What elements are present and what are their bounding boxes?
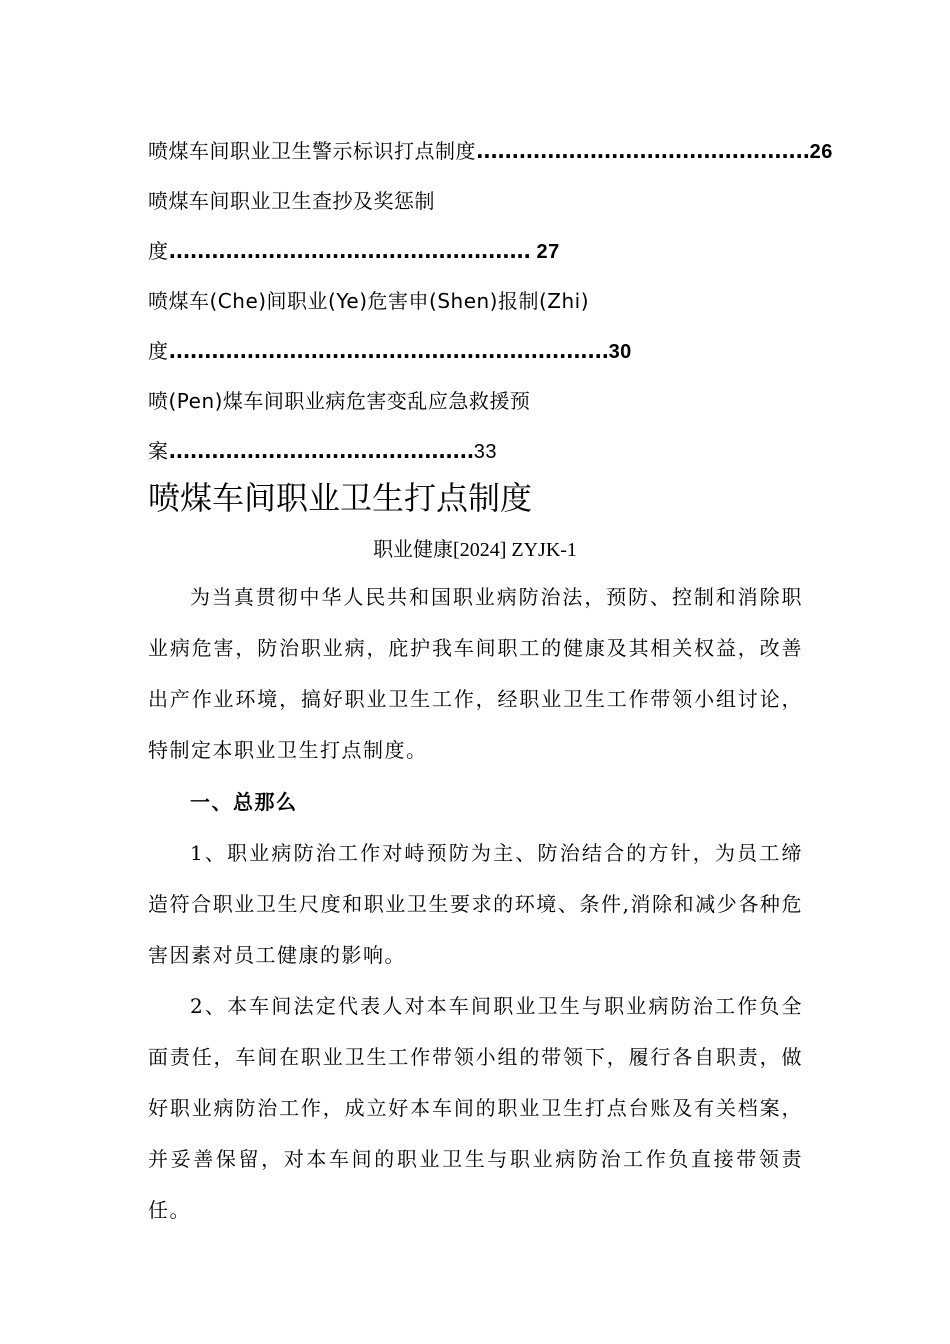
toc-leader-dots: ...................................................: [168, 239, 531, 263]
section-heading: 一、总那么: [190, 790, 298, 814]
toc-entry-continued[interactable]: [148, 428, 808, 478]
toc-entry[interactable]: [148, 378, 808, 428]
clause-paragraph: 2、本车间法定代表人对本车间职业卫生与职业病防治工作负全面责任，车间在职业卫生工作带领小组的带领下，履行各自职责，做好职业病防治工作，成立好本车间的职业卫生打点台账及有关档案，并妥善保留，对本车间的职业卫生与职业病防治工作负直接带领责任。: [148, 994, 803, 1222]
toc-entry-continued[interactable]: [148, 228, 808, 278]
clause-paragraph: 1、职业病防治工作对峙预防为主、防治结合的方针，为员工缔造符合职业卫生尺度和职业卫生要求的环境、条件,消除和减少各种危害因素对员工健康的影响。: [148, 841, 803, 967]
toc-page-number: 30: [608, 341, 632, 363]
toc-entry-title: 喷煤车间职业卫生查抄及奖惩制: [148, 189, 435, 213]
toc-entry-continued[interactable]: [148, 328, 808, 378]
toc-leader-dots: ...........................................: [168, 439, 474, 463]
table-of-contents: [148, 128, 833, 478]
toc-page-number: 27: [530, 241, 560, 263]
toc-entry[interactable]: [148, 278, 808, 328]
toc-entry-title: 喷(Pen)煤车间职业病危害变乱应急救援预: [148, 389, 531, 413]
toc-entry-title: 喷煤车间职业卫生警示标识打点制度: [148, 139, 476, 163]
toc-entry-title: 度: [148, 239, 169, 263]
toc-entry[interactable]: [148, 178, 808, 228]
toc-leader-dots: ..............................................................: [168, 339, 609, 363]
toc-entry-title: 度: [148, 339, 169, 363]
toc-page-number: 33: [473, 441, 497, 463]
intro-paragraph: 为当真贯彻中华人民共和国职业病防治法，预防、控制和消除职业病危害，防治职业病，庇护我车间职工的健康及其相关权益，改善出产作业环境，搞好职业卫生工作，经职业卫生工作带领小组讨论，特制定本职业卫生打点制度。: [148, 585, 803, 762]
toc-entry[interactable]: [148, 128, 833, 178]
toc-leader-dots: ...............................................: [476, 139, 810, 163]
document-number: 职业健康[2024] ZYJK-1: [373, 539, 577, 561]
toc-page-number: 26: [809, 141, 833, 163]
document-title: 喷煤车间职业卫生打点制度: [148, 479, 533, 517]
toc-entry-title: 喷煤车(Che)间职业(Ye)危害申(Shen)报制(Zhi): [148, 289, 590, 313]
toc-entry-title: 案: [148, 439, 169, 463]
document-body: [148, 572, 803, 1236]
